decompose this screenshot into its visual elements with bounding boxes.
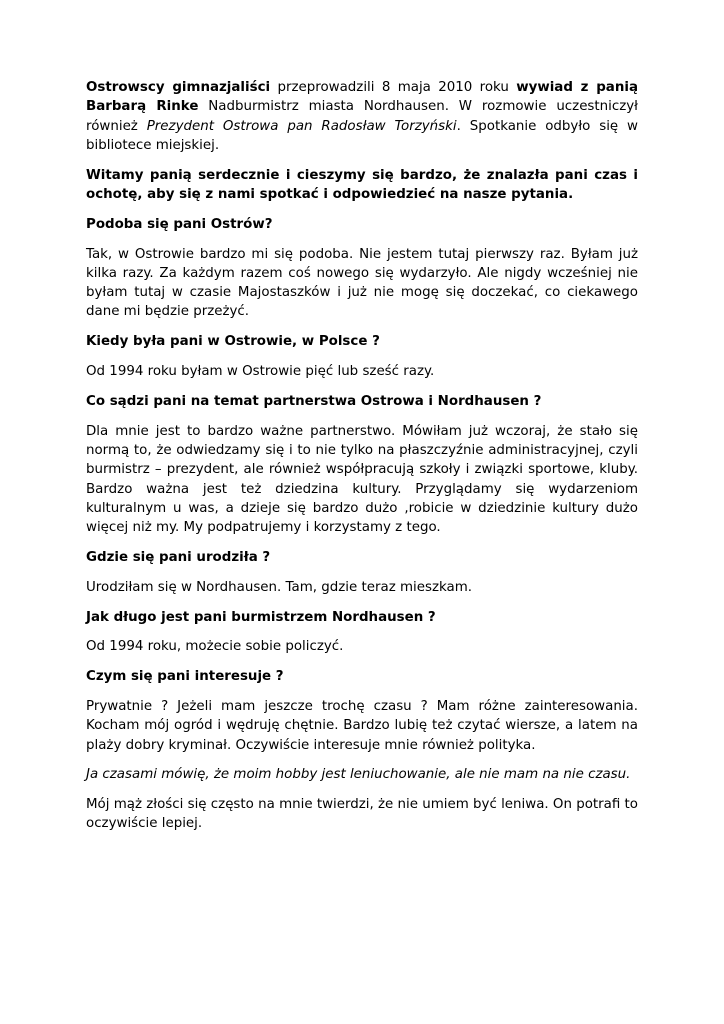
answer-6: Prywatnie ? Jeżeli mam jeszcze trochę czasu ? Mam różne zainteresowania. Kocham mój ogród i wędruję chętnie. Bardzo lubię też czytać wiersze, a latem na plaży dobry kryminał. Oczywiście interesuje mnie również polityka. <box>86 698 638 753</box>
question-3: Co sądzi pani na temat partnerstwa Ostrowa i Nordhausen ? <box>86 393 542 409</box>
intro-text-2: Nadburmistrz miasta Nordhausen. W rozmowie uczestniczył również <box>86 99 638 134</box>
answer-1: Tak, w Ostrowie bardzo mi się podoba. Nie jestem tutaj pierwszy raz. Byłam już kilka razy. Za każdym razem coś nowego się wydarzyło. Ale nigdy wcześniej nie byłam tutaj w czasie Majostaszków i już nie mogę się doczekać, co ciekawego dane mi będzie przeżyć. <box>86 246 638 320</box>
question-2: Kiedy była pani w Ostrowie, w Polsce ? <box>86 334 380 350</box>
italic-quote: Ja czasami mówię, że moim hobby jest leniuchowanie, ale nie mam na nie czasu. <box>86 767 631 783</box>
intro-subject: Ostrowscy gimnazjaliści <box>86 80 271 95</box>
question-1: Podoba się pani Ostrów? <box>86 216 273 232</box>
question-4: Gdzie się pani urodziła ? <box>86 549 271 565</box>
intro-participant: Prezydent Ostrowa pan Radosław Torzyński <box>146 118 457 134</box>
question-5: Jak długo jest pani burmistrzem Nordhausen ? <box>86 609 436 625</box>
intro-paragraph <box>86 78 638 155</box>
intro-interview-subject: wywiad z panią Barbarą Rinke <box>86 80 638 115</box>
closing-paragraph: Mój mąż złości się często na mnie twierdzi, że nie umiem być leniwa. On potrafi to oczywiście lepiej. <box>86 797 638 832</box>
answer-4: Urodziłam się w Nordhausen. Tam, gdzie teraz mieszkam. <box>86 579 473 595</box>
answer-2: Od 1994 roku byłam w Ostrowie pięć lub sześć razy. <box>86 364 435 380</box>
question-6: Czym się pani interesuje ? <box>86 669 284 685</box>
document-page <box>86 78 638 844</box>
greeting-paragraph: Witamy panią serdecznie i cieszymy się bardzo, że znalazła pani czas i ochotę, aby się z nami spotkać i odpowiedzieć na nasze pytania. <box>86 167 638 202</box>
intro-text-3: . Spotkanie odbyło się w bibliotece miejskiej. <box>86 118 638 153</box>
answer-5: Od 1994 roku, możecie sobie policzyć. <box>86 639 344 655</box>
intro-text-1: przeprowadzili 8 maja 2010 roku <box>270 80 517 95</box>
answer-3: Dla mnie jest to bardzo ważne partnerstwo. Mówiłam już wczoraj, że stało się normą to, że odwiedzamy się i to nie tylko na płaszczyźnie administracyjnej, czyli burmistrz – prezydent, ale również współpracują szkoły i związki sportowe, kluby. Bardzo ważna jest też dziedzina kultury. Przyglądamy się wydarzeniom kulturalnym u was, a dzieje się bardzo dużo ,robicie w dziedzinie kultury dużo więcej niż my. My podpatrujemy i korzystamy z tego. <box>86 423 638 536</box>
